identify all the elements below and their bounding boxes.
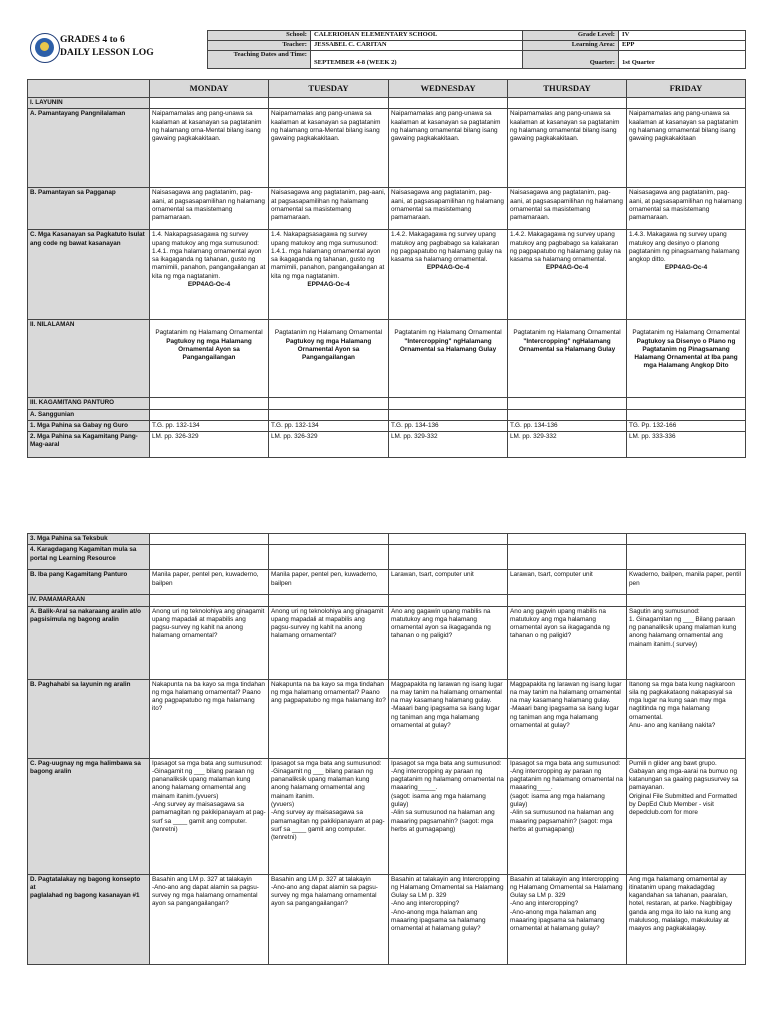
cell-text: 1.4.3. Makagawa ng survey upang matukoy ang desinyo o planong pagtatanim ng pinagsamang halamang angkop ditto.	[629, 231, 740, 264]
competency-code: EPP4AG-Oc-4	[187, 281, 231, 289]
cell: Ipasagot sa mga bata ang sumusunod: -Ang intercropping ay paraan ng pagtatanim ng halamang ornamental na maaaring____. (sagot: isama ang mga halamang gulay) -Alin sa sumusunod na halaman ang maaaring pagsamahin? (sagot: mga herbs at gumagapang)	[508, 758, 627, 874]
topic-title: Pagtatanim ng Halamang Ornamental	[632, 329, 740, 337]
row-label-learning-resource: 4. Karagdagang Kagamitan mula sa portal ng Learning Resource	[28, 545, 150, 570]
row-label-teksbuk: 3. Mga Pahina sa Teksbuk	[28, 534, 150, 545]
cell: TG. Pp. 132-166	[627, 420, 746, 431]
cell: Basahin ang LM p. 327 at talakayin -Ano-ano ang dapat alamin sa pagsu-survey ng mga halamang ornamental ayon sa pangangailangan?	[269, 874, 389, 964]
row-label-mag-aaral: 2. Mga Pahina sa Kagamitang Pang- Mag-aaral	[28, 432, 150, 458]
deped-seal-icon	[30, 33, 60, 63]
cell	[150, 230, 269, 320]
topic-title: Pagtatanim ng Halamang Ornamental	[155, 329, 263, 337]
cell	[627, 230, 746, 320]
day-wednesday: WEDNESDAY	[389, 80, 508, 98]
table-row	[28, 320, 746, 398]
cell: Manila paper, pentel pen, kuwaderno, bailpen	[269, 570, 389, 595]
cell: Ipasagot sa mga bata ang sumusunod: -Ang intercropping ay paraan ng pagtatanim ng halamang ornamental na maaaring_____. (sagot: isama ang mga halamang gulay) -Alin sa sumusunod na halaman ang maaaring pagsamahin? (sagot: mga herbs at gumagapang)	[389, 758, 508, 874]
cell: Basahin at talakayin ang Intercropping ng Halamang Ornamental sa Halamang Gulay sa LM p. 329 -Ano ang intercropping? -Ano-anong mga halaman ang maaaring ipagsama sa halamang ornamental at halamang gulay?	[508, 874, 627, 964]
section-layunin: I. LAYUNIN	[28, 98, 150, 109]
row-label-pagtatalakay: D. Pagtatalakay ng bagong konsepto at paglalahad ng bagong kasanayan #1	[28, 874, 150, 964]
quarter-label: Quarter:	[523, 51, 619, 69]
cell	[508, 320, 627, 398]
table-row	[28, 570, 746, 595]
school-label: School:	[208, 31, 311, 41]
cell: Manila paper, pentel pen, kuwaderno, bailpen	[150, 570, 269, 595]
cell	[150, 320, 269, 398]
cell: LM. pp. 326-329	[150, 432, 269, 458]
area-value: EPP	[619, 41, 746, 51]
table-row	[28, 874, 746, 964]
cell-text: 1.4. Nakapagsasagawa ng survey upang matukoy ang mga sumusunod: 1.4.1. mga halamang ornamental ayon sa ikagaganda ng tahanan, gusto ng mamimili, panahon, pangangailangan at kita ng mga nagtatanim.	[152, 231, 266, 280]
cell: Anong uri ng teknolohiya ang ginagamit upang mapadali at mapabilis ang pagsu-survey ng kahit na anong halamang ornamental?	[150, 606, 269, 679]
cell-text: 1.4.2. Makagagawa ng survey upang matukoy ang pagbabago sa kalakaran ng pagpapatubo ng halamang gulay na kasama sa halamang ornamental.	[510, 231, 621, 264]
cell: Kwaderno, bailpen, manila paper, pentil pen	[627, 570, 746, 595]
table-row	[28, 545, 746, 570]
grade-value: IV	[619, 31, 746, 41]
section-row	[28, 98, 746, 109]
cell: T.G. pp. 134-136	[389, 420, 508, 431]
cell: LM. pp. 329-332	[389, 432, 508, 458]
day-friday: FRIDAY	[627, 80, 746, 98]
table-row	[28, 534, 746, 545]
topic-subtitle: Pagtukoy ng mga Halamang Ornamental Ayon sa Pangangailangan	[166, 337, 252, 362]
section-nilalaman: II. NILALAMAN	[28, 320, 150, 398]
lesson-log-header	[27, 29, 745, 73]
cell: Naisasagawa ang pagtatanim, pag-aani, at pagsasapamilihan ng halamang ornamental sa masistemang pamamaraan.	[389, 188, 508, 230]
cell	[508, 230, 627, 320]
competency-code: EPP4AG-Oc-4	[307, 281, 350, 289]
cell: Pumili n glider ang bawt grupo. Gabayan ang mga-aarai na bumuo ng katanungan sa gaaing pagsusurvey sa pamayanan. Original File Submitted and Formatted by DepEd Club Member - visit depedclub.com for more	[627, 758, 746, 874]
title-line-2: DAILY LESSON LOG	[60, 47, 154, 58]
cell-text: 1.4. Nakapagsasagawa ng survey upang matukoy ang mga sumusunod: 1.4.1. mga halamang ornamental ayon sa ikagaganda ng tahanan, gusto ng mamimili, panahon, pangangailangan at kita ng mga nagtatanim.	[271, 231, 385, 280]
row-label-pagganap: B. Pamantayan sa Pagganap	[28, 188, 150, 230]
cell: Basahin at talakayin ang Intercropping ng Halamang Ornamental sa Halamang Gulay sa LM p. 329 -Ano ang intercropping? -Ano-anong mga halaman ang maaaring ipagsama sa halamang ornamental at halamang gulay?	[389, 874, 508, 964]
day-thursday: THURSDAY	[508, 80, 627, 98]
cell	[389, 320, 508, 398]
day-monday: MONDAY	[150, 80, 269, 98]
topic-title: Pagtatanim ng Halamang Ornamental	[394, 329, 502, 337]
section-pamamaraan: IV. PAMAMARAAN	[28, 595, 150, 606]
section-row	[28, 398, 746, 409]
table-row	[28, 606, 746, 679]
cell: Naipamamalas ang pang-unawa sa kaalaman at kasanayan sa pagtatanim ng halamang ornamental bilang isang gawaing pagkakakitaan	[627, 109, 746, 188]
cell	[627, 320, 746, 398]
topic-title: Pagtatanim ng Halamang Ornamental	[513, 329, 621, 337]
cell: Naisasagawa ang pagtatanim, pag-aani, at pagsasapamilihan ng halamang ornamental sa masistemang pamamaraan.	[269, 188, 389, 230]
section-kagamitan: III. KAGAMITANG PANTURO	[28, 398, 150, 409]
cell: T.G. pp. 132-134	[269, 420, 389, 431]
row-label-iba-pang-kagamitan: B. Iba pang Kagamitang Panturo	[28, 570, 150, 595]
cell: T.G. pp. 134-136	[508, 420, 627, 431]
section-row	[28, 595, 746, 606]
grade-label: Grade Level:	[523, 31, 619, 41]
table-row	[28, 230, 746, 320]
table-row	[28, 679, 746, 758]
table-row	[28, 758, 746, 874]
cell: Ipasagot sa mga bata ang sumusunod: -Ginagamit ng ___ bilang paraan ng pananaliksik upang malaman kung anong halamang ornamental ang mainam itanim.(yvuers) -Ang survey ay maisasagawa sa pamamagitan ng pakikipanayam at pag-surf sa ____ gamit ang computer. (tenretni)	[150, 758, 269, 874]
topic-subtitle: "Intercropping" ngHalamang Ornamental sa Halamang Gulay	[399, 337, 497, 353]
cell: Magpapakita ng larawan ng isang lugar na may tanim na halamang ornamental na may kasamang halamang gulay. -Maaari bang ipagsama sa isang lugar ng taniman ang mga halamang ornamental at gulay?	[508, 679, 627, 758]
cell: Ano ang gagwin upang mabilis na matutukoy ang mga halamang ornamental ayon sa ikagaganda ng tahanan o ng paligid?	[508, 606, 627, 679]
header-info-table	[207, 30, 746, 69]
table-row	[28, 109, 746, 188]
teacher-label: Teacher:	[208, 41, 311, 51]
cell: Itanong sa mga bata kung nagkaroon sila ng pagkakataong nakapasyal sa mga lugar na kung saan may mga nagtitinda ng mga halamang ornamental. Anu- ano ang kanilang nakita?	[627, 679, 746, 758]
day-tuesday: TUESDAY	[269, 80, 389, 98]
cell: Larawan, tsart, computer unit	[508, 570, 627, 595]
cell: Basahin ang LM p. 327 at talakayin -Ano-ano ang dapat alamin sa pagsu-survey ng mga halamang ornamental ayon sa pangangailangan?	[150, 874, 269, 964]
table-row	[28, 432, 746, 458]
table-row	[28, 420, 746, 431]
section-row	[28, 409, 746, 420]
title-line-1: GRADES 4 to 6	[60, 34, 125, 45]
cell: Naipamamalas ang pang-unawa sa kaalaman at kasanayan sa pagtatanim ng halamang ornamental bilang isang gawaing pagkakakitaan.	[508, 109, 627, 188]
quarter-value: 1st Quarter	[619, 51, 746, 69]
cell: Naisasagawa ang pagtatanim, pag-aani, at pagsasapamilihan ng halamang ornamental sa masistemang pamamaraan.	[508, 188, 627, 230]
dates-label: Teaching Dates and Time:	[208, 51, 311, 69]
day-header-row	[28, 80, 746, 98]
cell: LM. pp. 333-336	[627, 432, 746, 458]
topic-subtitle: Pagtukoy ng mga Halamang Ornamental Ayon sa Pangangailangan	[285, 337, 372, 362]
topic-title: Pagtatanim ng Halamang Ornamental	[274, 329, 383, 337]
cell: LM. pp. 329-332	[508, 432, 627, 458]
cell: LM. pp. 326-329	[269, 432, 389, 458]
teacher-value: JESSABEL C. CARITAN	[311, 41, 523, 51]
corner-cell	[28, 80, 150, 98]
cell	[269, 230, 389, 320]
section-sanggunian: A. Sanggunian	[28, 409, 150, 420]
cell: Nakapunta na ba kayo sa mga tindahan ng mga halamang ornamental? Paano ang pagpapatubo ng mga halamang ito?	[150, 679, 269, 758]
cell: Sagutin ang sumusunod: 1. Ginagamitan ng ___ Bilang paraan ng pananaliksik upang malaman kung anong halamang ornamental ang mainam itanim.( survey)	[627, 606, 746, 679]
cell: Ano ang gagawin upang mabilis na matutukoy ang mga halamang ornamental ayon sa ikagaganda ng tahanan o ng paligid?	[389, 606, 508, 679]
cell	[269, 320, 389, 398]
cell: Ang mga halamang ornamental ay itinatanim upang makadagdag kagandahan sa tahanan, paaralan, hotel, restaran, at parke. Nagbibigay ganda ang mga ito lalo na kung ang malulusog, malalago, makukulay at maayos ang pagkakalagay.	[627, 874, 746, 964]
row-label-kasanayan: C. Mga Kasanayan sa Pagkatuto Isulat ang code ng bawat kasanayan	[28, 230, 150, 320]
area-label: Learning Area:	[523, 41, 619, 51]
cell: Naipamamalas ang pang-unawa sa kaalaman at kasanayan sa pagtatanim ng halamang ornamental bilang isang gawaing pagkakakitaan.	[389, 109, 508, 188]
cell: Naisasagawa ang pagtatanim, pag-aani, at pagsasapamilihan ng halamang ornamental sa masistemang pamamaraan.	[627, 188, 746, 230]
cell: Larawan, tsart, computer unit	[389, 570, 508, 595]
cell: Naisasagawa ang pagtatanim, pag-aani, at pagsasapamilihan ng halamang ornamental sa masistemang pamamaraan.	[150, 188, 269, 230]
log-title	[60, 33, 154, 59]
cell: T.G. pp. 132-134	[150, 420, 269, 431]
lesson-table-part-2	[27, 533, 745, 965]
row-label-pag-uugnay: C. Pag-uugnay ng mga halimbawa sa bagong aralin	[28, 758, 150, 874]
row-label-balik-aral: A. Balik-Aral sa nakaraang aralin at/o pagsisimula ng bagong aralin	[28, 606, 150, 679]
cell	[389, 230, 508, 320]
competency-code: EPP4AG-Oc-4	[426, 264, 470, 272]
competency-code: EPP4AG-Oc-4	[545, 264, 589, 272]
school-value: CALERIOHAN ELEMENTARY SCHOOL	[311, 31, 523, 41]
cell: Ipasagot sa mga bata ang sumusunod: -Ginagamit ng ___ bilang paraan ng pananaliksik upang malaman kung anong halamang ornamental ang mainam itanim. (yvuers) -Ang survey ay maisasagawa sa pamamagitan ng pakikipanayam at pag-surf sa ____ gamit ang computer. (tenretni)	[269, 758, 389, 874]
competency-code: EPP4AG-Oc-4	[664, 264, 708, 272]
topic-subtitle: "Intercropping" ngHalamang Ornamental sa Halamang Gulay	[518, 337, 616, 353]
table-row	[28, 188, 746, 230]
row-label-paghahabi: B. Paghahabi sa layunin ng aralin	[28, 679, 150, 758]
cell-text: 1.4.2. Makagagawa ng survey upang matukoy ang pagbabago sa kalakaran ng pagpapatubo ng halamang gulay na kasama sa halamang ornamental.	[391, 231, 502, 264]
topic-subtitle: Pagtukoy sa Disenyo o Plano ng Pagtatanim ng Pinagsamang Halamang Ornamental at Iba pang mga Halamang Angkop Dito	[634, 337, 738, 370]
row-label-guro: 1. Mga Pahina sa Gabay ng Guro	[28, 420, 150, 431]
cell: Anong uri ng teknolohiya ang ginagamit upang mapadali at mapabilis ang pagsu-survey ng kahit na anong halamang ornamental?	[269, 606, 389, 679]
cell: Nakapunta na ba kayo sa mga tindahan ng mga halamang ornamental? Paano ang pagpapatubo ng mga halamang ito?	[269, 679, 389, 758]
cell: Naipamamalas ang pang-unawa sa kaalaman at kasanayan sa pagtatanim ng halamang orna-Mental bilang isang gawaing pagkakakitaan.	[150, 109, 269, 188]
row-label-pangnilalaman: A. Pamantayang Pangnilalaman	[28, 109, 150, 188]
dates-value: SEPTEMBER 4-8 (WEEK 2)	[311, 51, 523, 69]
cell: Magpapakita ng larawan ng isang lugar na may tanim na halamang ornamental na may kasamang halamang gulay. -Maaari bang ipagsama sa isang lugar ng taniman ang mga halamang ornamental at gulay?	[389, 679, 508, 758]
lesson-table-part-1	[27, 79, 745, 458]
cell: Naipamamalas ang pang-unawa sa kaalaman at kasanayan sa pagtatanim ng halamang orna-Mental bilang isang gawaing pagkakakitaan.	[269, 109, 389, 188]
